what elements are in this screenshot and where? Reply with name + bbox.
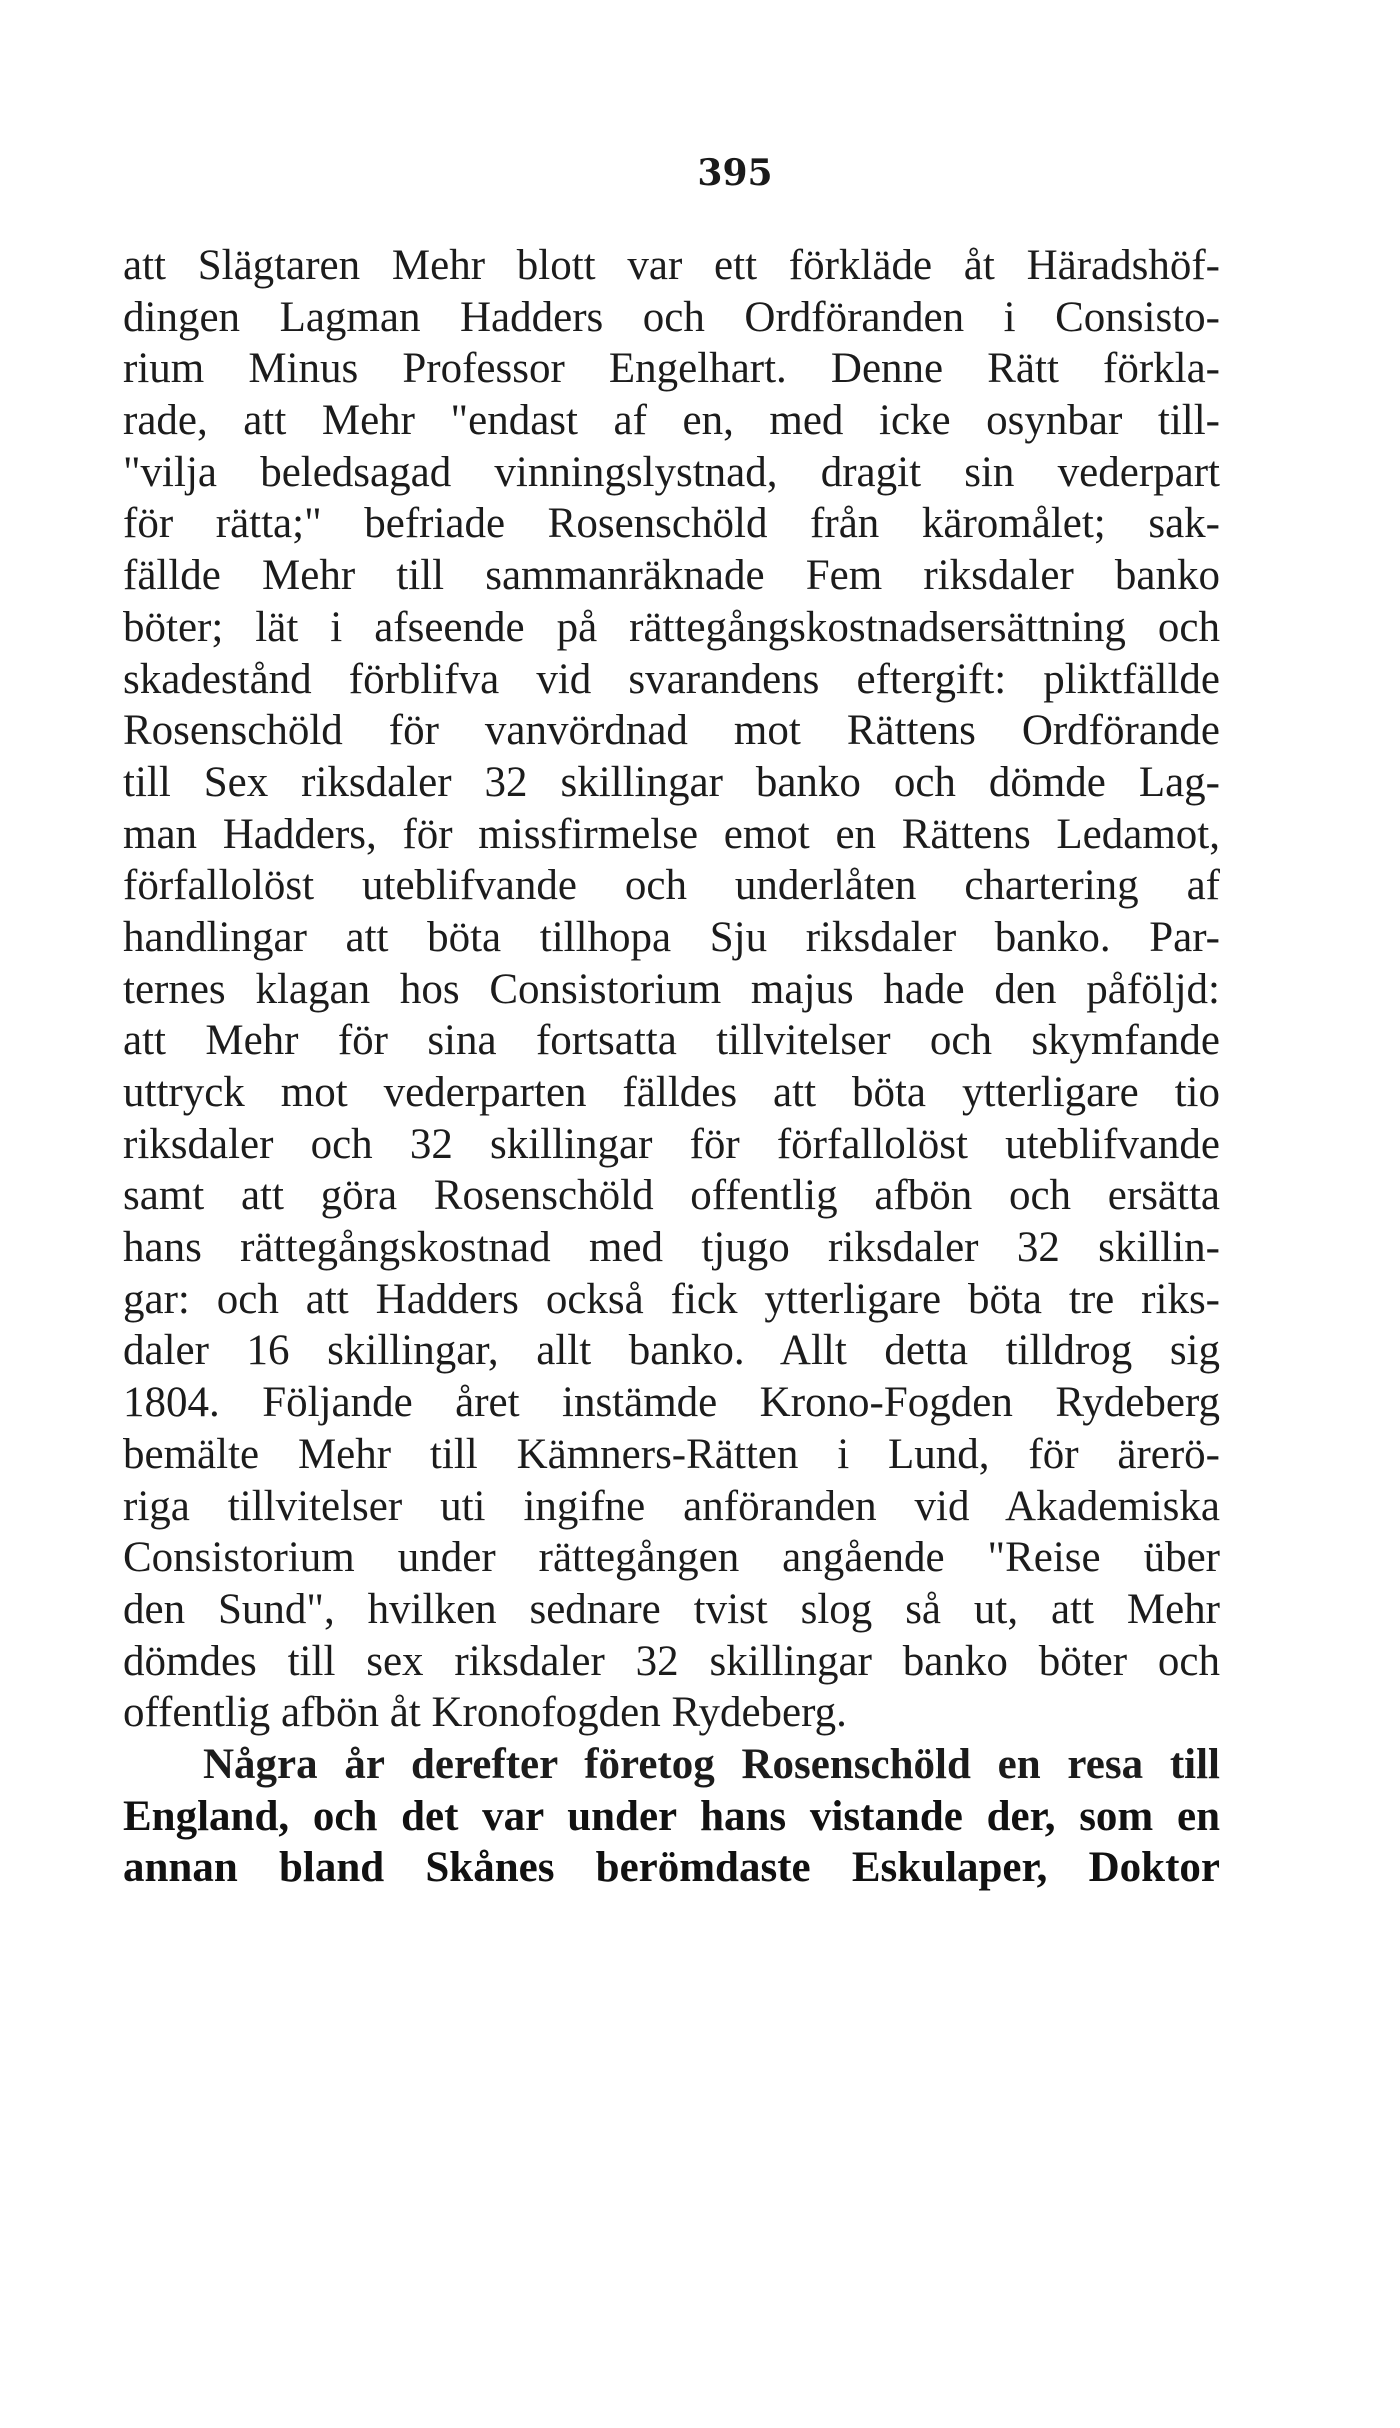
text-line: offentlig afbön åt Kronofogden Rydeberg.	[123, 1689, 847, 1737]
text-line: Rosenschöld för vanvördnad mot Rättens Ordförande	[123, 707, 1220, 755]
text-line: fällde Mehr till sammanräknade Fem riksdaler banko	[123, 552, 1220, 600]
text-line: bemälte Mehr till Kämners-Rätten i Lund, för ärerö-	[123, 1430, 1220, 1478]
text-line: Några år derefter företog Rosenschöld en resa till	[203, 1740, 1220, 1788]
text-line: riga tillvitelser uti ingifne anföranden vid Akademiska	[123, 1482, 1220, 1530]
text-line: rium Minus Professor Engelhart. Denne Rätt förkla-	[123, 345, 1220, 393]
text-line: att Mehr för sina fortsatta tillvitelser och skymfande	[123, 1017, 1220, 1065]
page-number: 395	[697, 152, 773, 194]
text-line: för rätta;" befriade Rosenschöld från käromålet; sak-	[123, 500, 1220, 548]
text-line: gar: och att Hadders också fick ytterligare böta tre riks-	[123, 1275, 1220, 1323]
text-line: att Slägtaren Mehr blott var ett förkläde åt Häradshöf-	[123, 242, 1220, 289]
text-line: samt att göra Rosenschöld offentlig afbön och ersätta	[123, 1172, 1220, 1220]
text-line: 1804. Följande året instämde Krono-Fogden Rydeberg	[123, 1379, 1220, 1427]
text-line: rade, att Mehr "endast af en, med icke osynbar till-	[123, 397, 1220, 445]
text-line: man Hadders, för missfirmelse emot en Rättens Ledamot,	[123, 810, 1220, 858]
text-line: hans rättegångskostnad med tjugo riksdaler 32 skillin-	[123, 1224, 1220, 1272]
text-line: uttryck mot vederparten fälldes att böta ytterligare tio	[123, 1069, 1220, 1116]
text-line: dingen Lagman Hadders och Ordföranden i Consisto-	[123, 293, 1220, 341]
body-text	[123, 240, 1220, 1894]
text-line: skadestånd förblifva vid svarandens eftergift: pliktfällde	[123, 655, 1220, 703]
text-line: handlingar att böta tillhopa Sju riksdaler banko. Par-	[123, 913, 1220, 961]
text-line: ternes klagan hos Consistorium majus hade den påföljd:	[123, 965, 1220, 1013]
text-line: böter; lät i afseende på rättegångskostnadsersättning och	[123, 603, 1220, 651]
text-line: "vilja beledsagad vinningslystnad, dragit sin vederpart	[123, 448, 1220, 496]
text-line: riksdaler och 32 skillingar för förfallolöst uteblifvande	[123, 1120, 1220, 1168]
text-line: annan bland Skånes berömdaste Eskulaper, Doktor	[123, 1844, 1220, 1892]
text-line: Consistorium under rättegången angående "Reise über	[123, 1534, 1220, 1582]
text-line: England, och det var under hans vistande der, som en	[123, 1792, 1220, 1840]
text-line: till Sex riksdaler 32 skillingar banko och dömde Lag-	[123, 758, 1220, 806]
text-line: förfallolöst uteblifvande och underlåten chartering af	[123, 862, 1220, 910]
text-line: den Sund", hvilken sednare tvist slog så ut, att Mehr	[123, 1585, 1220, 1633]
text-line: daler 16 skillingar, allt banko. Allt detta tilldrog sig	[123, 1327, 1220, 1375]
text-line: dömdes till sex riksdaler 32 skillingar banko böter och	[123, 1637, 1220, 1685]
